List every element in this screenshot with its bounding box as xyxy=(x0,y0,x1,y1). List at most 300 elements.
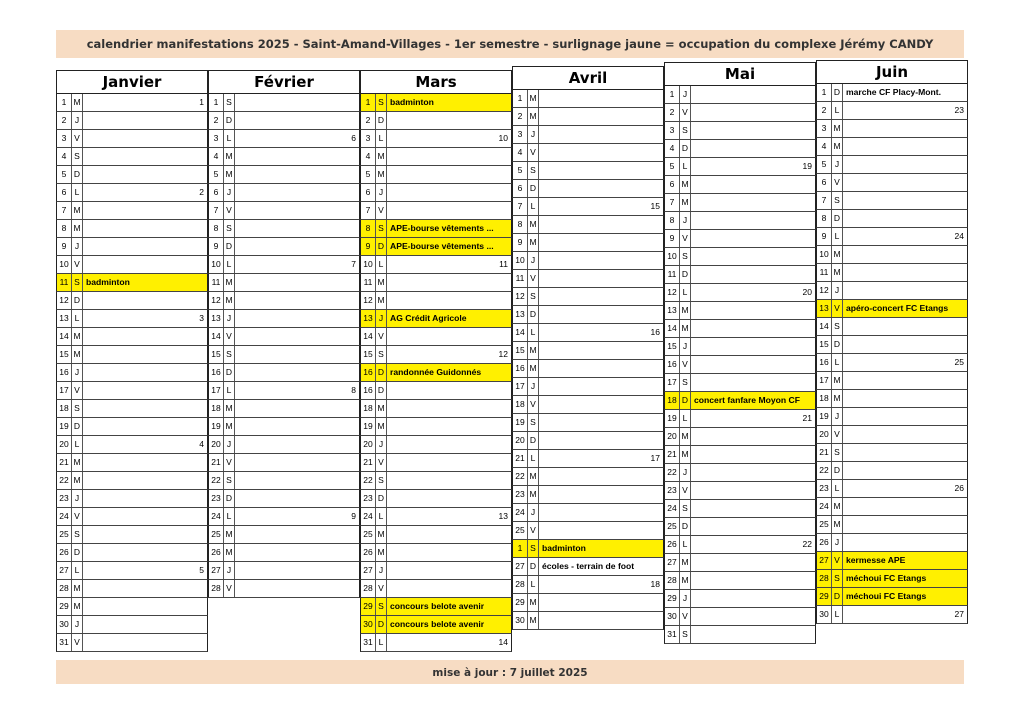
event-label xyxy=(390,202,509,219)
day-number: 7 xyxy=(209,202,224,219)
event-label: APE-bourse vêtements ... xyxy=(390,223,494,233)
weekday-letter: M xyxy=(376,292,387,309)
day-number: 6 xyxy=(513,180,528,197)
day-number: 20 xyxy=(57,436,72,453)
week-number: 12 xyxy=(498,349,508,359)
day-row xyxy=(360,616,512,634)
weekday-letter: L xyxy=(528,198,539,215)
event-label xyxy=(542,432,661,449)
event-label xyxy=(86,328,205,345)
event-label xyxy=(694,194,813,211)
weekday-letter: M xyxy=(832,246,843,263)
weekday-letter: J xyxy=(72,112,83,129)
day-number: 9 xyxy=(513,234,528,251)
weekday-letter: M xyxy=(680,572,691,589)
event-label xyxy=(694,230,813,247)
event-label xyxy=(86,256,205,273)
weekday-letter: V xyxy=(680,482,691,499)
weekday-letter: L xyxy=(376,634,387,651)
day-row xyxy=(816,282,968,300)
event-label xyxy=(86,454,205,471)
weekday-letter: L xyxy=(832,354,843,371)
day-row xyxy=(512,162,664,180)
day-row xyxy=(56,526,208,544)
day-number: 17 xyxy=(817,372,832,389)
day-row xyxy=(56,274,208,292)
event-label xyxy=(542,126,661,143)
weekday-letter: V xyxy=(224,202,235,219)
day-number: 14 xyxy=(817,318,832,335)
day-number: 2 xyxy=(513,108,528,125)
weekday-letter: M xyxy=(376,526,387,543)
day-list xyxy=(512,90,664,630)
weekday-letter: M xyxy=(528,360,539,377)
weekday-letter: D xyxy=(832,210,843,227)
day-number: 23 xyxy=(361,490,376,507)
weekday-letter: M xyxy=(224,148,235,165)
day-number: 29 xyxy=(665,590,680,607)
day-number: 1 xyxy=(665,86,680,103)
weekday-letter: D xyxy=(680,518,691,535)
week-number: 17 xyxy=(650,453,660,463)
weekday-letter: S xyxy=(224,220,235,237)
event-label xyxy=(694,212,813,229)
weekday-letter: J xyxy=(680,338,691,355)
day-row xyxy=(208,436,360,454)
event-label xyxy=(238,202,357,219)
event-label xyxy=(542,576,661,593)
week-number: 20 xyxy=(802,287,812,297)
day-row xyxy=(816,192,968,210)
event-label xyxy=(86,220,205,237)
weekday-letter: M xyxy=(680,194,691,211)
day-number: 9 xyxy=(57,238,72,255)
day-row xyxy=(816,156,968,174)
day-row xyxy=(208,382,360,400)
event-label xyxy=(86,418,205,435)
day-row xyxy=(360,310,512,328)
day-number: 27 xyxy=(57,562,72,579)
day-row xyxy=(816,552,968,570)
day-number: 18 xyxy=(513,396,528,413)
day-row xyxy=(664,158,816,176)
day-number: 28 xyxy=(665,572,680,589)
day-number: 25 xyxy=(513,522,528,539)
weekday-letter: S xyxy=(72,400,83,417)
day-number: 24 xyxy=(57,508,72,525)
day-row xyxy=(360,94,512,112)
day-row xyxy=(512,180,664,198)
event-label xyxy=(542,162,661,179)
event-label xyxy=(238,400,357,417)
day-number: 15 xyxy=(513,342,528,359)
day-row xyxy=(208,346,360,364)
day-row xyxy=(208,526,360,544)
weekday-letter: L xyxy=(528,324,539,341)
day-row xyxy=(512,144,664,162)
day-row xyxy=(56,184,208,202)
day-row xyxy=(56,508,208,526)
day-number: 23 xyxy=(817,480,832,497)
event-label xyxy=(238,346,357,363)
weekday-letter: D xyxy=(832,588,843,605)
day-number: 1 xyxy=(513,540,528,557)
event-label xyxy=(390,544,509,561)
weekday-letter: S xyxy=(376,598,387,615)
event-label xyxy=(542,324,661,341)
day-row xyxy=(816,246,968,264)
day-number: 7 xyxy=(817,192,832,209)
day-number: 19 xyxy=(361,418,376,435)
day-number: 29 xyxy=(361,598,376,615)
day-row xyxy=(512,126,664,144)
day-row xyxy=(664,410,816,428)
day-row xyxy=(208,580,360,598)
day-row xyxy=(512,198,664,216)
weekday-letter: V xyxy=(376,580,387,597)
event-label xyxy=(86,472,205,489)
day-number: 24 xyxy=(209,508,224,525)
day-number: 14 xyxy=(209,328,224,345)
weekday-letter: L xyxy=(680,158,691,175)
event-label xyxy=(542,270,661,287)
event-label xyxy=(542,90,661,107)
weekday-letter: J xyxy=(376,436,387,453)
day-row xyxy=(56,310,208,328)
day-row xyxy=(816,462,968,480)
day-row xyxy=(360,364,512,382)
event-label xyxy=(238,238,357,255)
weekday-letter: V xyxy=(832,426,843,443)
weekday-letter: J xyxy=(72,490,83,507)
day-row xyxy=(816,498,968,516)
weekday-letter: S xyxy=(680,626,691,643)
day-number: 8 xyxy=(57,220,72,237)
weekday-letter: L xyxy=(72,436,83,453)
event-label xyxy=(694,518,813,535)
event-label xyxy=(846,354,965,371)
event-label xyxy=(86,364,205,381)
weekday-letter: J xyxy=(680,464,691,481)
day-row xyxy=(664,248,816,266)
event-label xyxy=(846,408,965,425)
day-row xyxy=(816,120,968,138)
day-list xyxy=(56,94,208,652)
day-number: 30 xyxy=(57,616,72,633)
day-number: 13 xyxy=(513,306,528,323)
weekday-letter: V xyxy=(528,396,539,413)
weekday-letter: J xyxy=(832,156,843,173)
weekday-letter: V xyxy=(832,552,843,569)
day-row xyxy=(664,572,816,590)
weekday-letter: S xyxy=(376,346,387,363)
day-number: 16 xyxy=(361,382,376,399)
day-row xyxy=(208,508,360,526)
weekday-letter: S xyxy=(832,192,843,209)
day-number: 17 xyxy=(57,382,72,399)
day-row xyxy=(816,372,968,390)
week-number: 22 xyxy=(802,539,812,549)
weekday-letter: M xyxy=(528,342,539,359)
week-number: 16 xyxy=(650,327,660,337)
event-label xyxy=(694,248,813,265)
day-row xyxy=(360,346,512,364)
day-number: 1 xyxy=(361,94,376,111)
day-row xyxy=(816,138,968,156)
day-row xyxy=(360,112,512,130)
event-label xyxy=(86,490,205,507)
day-number: 7 xyxy=(513,198,528,215)
weekday-letter: J xyxy=(528,378,539,395)
day-number: 15 xyxy=(361,346,376,363)
day-number: 3 xyxy=(513,126,528,143)
event-label xyxy=(238,148,357,165)
day-row xyxy=(816,480,968,498)
week-number: 25 xyxy=(954,357,964,367)
event-label xyxy=(86,166,205,183)
month-column-mars xyxy=(360,70,512,652)
day-number: 6 xyxy=(361,184,376,201)
weekday-letter: D xyxy=(376,616,387,633)
day-number: 23 xyxy=(57,490,72,507)
day-number: 21 xyxy=(209,454,224,471)
week-number: 26 xyxy=(954,483,964,493)
event-label xyxy=(390,256,509,273)
day-number: 21 xyxy=(361,454,376,471)
day-row xyxy=(208,490,360,508)
event-label xyxy=(542,180,661,197)
day-number: 19 xyxy=(817,408,832,425)
day-list xyxy=(360,94,512,652)
weekday-letter: M xyxy=(224,418,235,435)
week-number: 2 xyxy=(199,187,204,197)
day-number: 22 xyxy=(209,472,224,489)
day-row xyxy=(56,634,208,652)
day-number: 23 xyxy=(665,482,680,499)
weekday-letter: L xyxy=(224,382,235,399)
day-number: 21 xyxy=(57,454,72,471)
day-number: 16 xyxy=(665,356,680,373)
event-label xyxy=(86,184,205,201)
event-label: concours belote avenir xyxy=(390,619,485,629)
day-row xyxy=(816,606,968,624)
event-label xyxy=(542,306,661,323)
day-row xyxy=(512,360,664,378)
event-label xyxy=(86,148,205,165)
day-number: 30 xyxy=(817,606,832,623)
weekday-letter: D xyxy=(528,432,539,449)
day-number: 26 xyxy=(361,544,376,561)
event-label xyxy=(390,382,509,399)
day-number: 19 xyxy=(209,418,224,435)
day-row xyxy=(208,454,360,472)
day-number: 4 xyxy=(57,148,72,165)
day-number: 24 xyxy=(361,508,376,525)
event-label xyxy=(694,428,813,445)
weekday-letter: V xyxy=(72,634,83,651)
weekday-letter: S xyxy=(680,374,691,391)
weekday-letter: D xyxy=(224,490,235,507)
day-row xyxy=(208,112,360,130)
weekday-letter: M xyxy=(832,264,843,281)
day-number: 7 xyxy=(361,202,376,219)
week-number: 5 xyxy=(199,565,204,575)
day-number: 22 xyxy=(817,462,832,479)
event-label xyxy=(390,454,509,471)
week-number: 27 xyxy=(954,609,964,619)
event-label xyxy=(694,608,813,625)
event-label xyxy=(542,234,661,251)
weekday-letter: D xyxy=(832,336,843,353)
event-label xyxy=(542,216,661,233)
day-number: 18 xyxy=(817,390,832,407)
day-number: 8 xyxy=(513,216,528,233)
day-row xyxy=(512,324,664,342)
event-label: méchoui FC Etangs xyxy=(846,591,927,601)
day-row xyxy=(816,390,968,408)
day-number: 25 xyxy=(665,518,680,535)
weekday-letter: J xyxy=(224,436,235,453)
day-row xyxy=(208,220,360,238)
day-number: 24 xyxy=(665,500,680,517)
day-number: 12 xyxy=(209,292,224,309)
day-number: 3 xyxy=(209,130,224,147)
day-number: 22 xyxy=(513,468,528,485)
weekday-letter: D xyxy=(376,238,387,255)
day-row xyxy=(360,328,512,346)
weekday-letter: S xyxy=(528,162,539,179)
week-number: 15 xyxy=(650,201,660,211)
day-row xyxy=(664,590,816,608)
day-row xyxy=(56,382,208,400)
day-number: 22 xyxy=(665,464,680,481)
day-row xyxy=(208,544,360,562)
day-number: 27 xyxy=(513,558,528,575)
event-label xyxy=(390,130,509,147)
event-label xyxy=(238,184,357,201)
event-label xyxy=(238,256,357,273)
weekday-letter: M xyxy=(224,544,235,561)
event-label xyxy=(238,166,357,183)
day-row xyxy=(360,382,512,400)
day-row xyxy=(360,598,512,616)
day-row xyxy=(56,598,208,616)
day-number: 23 xyxy=(209,490,224,507)
month-name: Juin xyxy=(816,60,968,84)
day-number: 5 xyxy=(513,162,528,179)
event-label xyxy=(86,346,205,363)
day-row xyxy=(208,274,360,292)
day-number: 3 xyxy=(57,130,72,147)
day-number: 28 xyxy=(209,580,224,597)
event-label: concours belote avenir xyxy=(390,601,485,611)
day-row xyxy=(816,354,968,372)
event-label xyxy=(86,598,205,615)
day-row xyxy=(360,166,512,184)
day-number: 5 xyxy=(817,156,832,173)
day-row xyxy=(56,616,208,634)
day-row xyxy=(512,612,664,630)
day-row xyxy=(56,436,208,454)
event-label xyxy=(846,228,965,245)
event-label xyxy=(542,396,661,413)
day-row xyxy=(208,202,360,220)
event-label xyxy=(238,562,357,579)
weekday-letter: L xyxy=(680,284,691,301)
weekday-letter: M xyxy=(680,302,691,319)
day-number: 24 xyxy=(513,504,528,521)
day-number: 26 xyxy=(57,544,72,561)
month-name: Février xyxy=(208,70,360,94)
weekday-letter: D xyxy=(832,84,843,101)
event-label xyxy=(238,310,357,327)
day-number: 13 xyxy=(817,300,832,317)
day-number: 18 xyxy=(57,400,72,417)
day-row xyxy=(208,130,360,148)
day-row xyxy=(664,428,816,446)
event-label: kermesse APE xyxy=(846,555,906,565)
day-row xyxy=(208,364,360,382)
weekday-letter: J xyxy=(528,252,539,269)
week-number: 1 xyxy=(199,97,204,107)
day-row xyxy=(512,342,664,360)
weekday-letter: V xyxy=(528,522,539,539)
weekday-letter: L xyxy=(224,256,235,273)
event-label xyxy=(542,342,661,359)
day-number: 25 xyxy=(817,516,832,533)
day-row xyxy=(360,634,512,652)
day-number: 1 xyxy=(57,94,72,111)
weekday-letter: D xyxy=(528,306,539,323)
day-row xyxy=(208,94,360,112)
day-row xyxy=(512,540,664,558)
day-number: 14 xyxy=(513,324,528,341)
day-row xyxy=(208,562,360,580)
day-row xyxy=(56,346,208,364)
event-label xyxy=(238,364,357,381)
weekday-letter: M xyxy=(680,428,691,445)
day-row xyxy=(664,212,816,230)
day-number: 20 xyxy=(665,428,680,445)
event-label xyxy=(86,436,205,453)
weekday-letter: M xyxy=(680,446,691,463)
month-name: Avril xyxy=(512,66,664,90)
weekday-letter: D xyxy=(680,140,691,157)
day-row xyxy=(664,482,816,500)
day-number: 4 xyxy=(361,148,376,165)
weekday-letter: M xyxy=(832,390,843,407)
event-label xyxy=(846,120,965,137)
day-row xyxy=(56,328,208,346)
weekday-letter: L xyxy=(680,536,691,553)
day-row xyxy=(512,252,664,270)
day-row xyxy=(56,94,208,112)
day-number: 2 xyxy=(665,104,680,121)
day-number: 22 xyxy=(57,472,72,489)
event-label xyxy=(86,544,205,561)
weekday-letter: V xyxy=(680,104,691,121)
event-label xyxy=(694,500,813,517)
event-label xyxy=(238,454,357,471)
day-row xyxy=(816,84,968,102)
day-row xyxy=(360,454,512,472)
day-number: 24 xyxy=(817,498,832,515)
event-label xyxy=(846,264,965,281)
day-row xyxy=(816,444,968,462)
day-number: 12 xyxy=(361,292,376,309)
day-number: 29 xyxy=(57,598,72,615)
day-row xyxy=(512,306,664,324)
